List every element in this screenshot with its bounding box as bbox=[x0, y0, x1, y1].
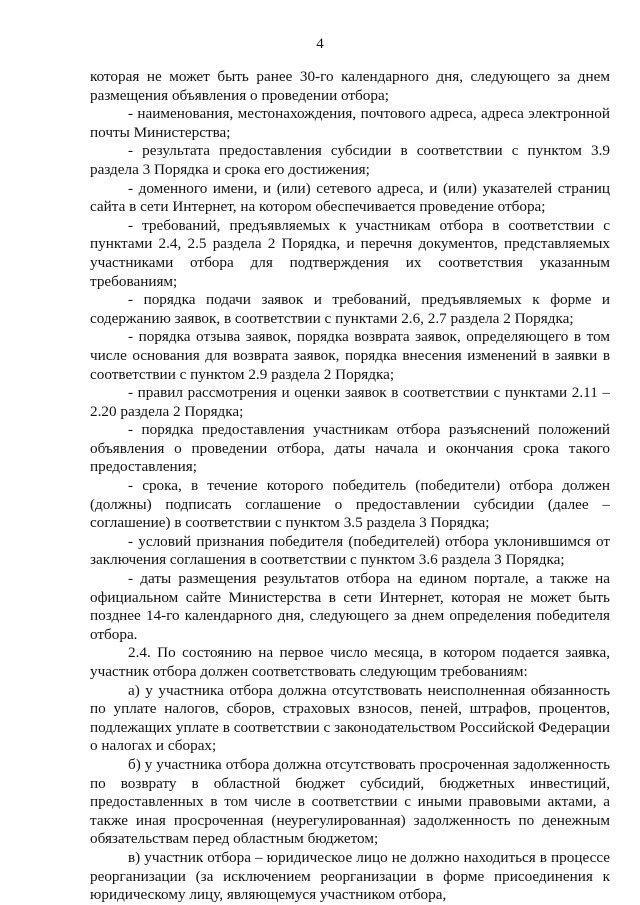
paragraph: - порядка подачи заявок и требований, предъявляемых к форме и содержанию заявок, в соответствии с пунктами 2.6, 2.7 раздела 2 Порядка; bbox=[90, 291, 610, 327]
paragraph: б) у участника отбора должна отсутствовать просроченная задолженность по возврату в областной бюджет субсидий, бюджетных инвестиций, предоставленных в том числе в соответствии с иными правовыми актами, а также иная просроченная (неурегулированная) задолженность по денежным обязательствам перед областным бюджетом; bbox=[90, 755, 610, 848]
paragraph: - условий признания победителя (победителей) отбора уклонившимся от заключения соглашения в соответствии с пунктом 3.6 раздела 3 Порядка; bbox=[90, 532, 610, 569]
paragraph: - доменного имени, и (или) сетевого адреса, и (или) указателей страниц сайта в сети Интернет, на котором обеспечивается проведение отбора; bbox=[90, 179, 610, 216]
page-number: 4 bbox=[316, 36, 324, 52]
paragraph: а) у участника отбора должна отсутствовать неисполненная обязанность по уплате налогов, сборов, страховых взносов, пеней, штрафов, процентов, подлежащих уплате в соответствии с законодательством Российской Федерации о налогах и сборах; bbox=[90, 681, 610, 755]
paragraph: - порядка отзыва заявок, порядка возврата заявок, определяющего в том числе основания для возврата заявок, порядка внесения изменений в заявки в соответствии с пунктом 2.9 раздела 2 Порядка; bbox=[90, 328, 610, 383]
paragraph: в) участник отбора – юридическое лицо не должно находиться в процессе реорганизации (за исключением реорганизации в форме присоединения к юридическому лицу, являющемуся участником отбора, bbox=[90, 848, 610, 904]
paragraph: 2.4. По состоянию на первое число месяца, в котором подается заявка, участник отбора должен соответствовать следующим требованиям: bbox=[90, 644, 610, 680]
paragraph: - порядка предоставления участникам отбора разъяснений положений объявления о проведении отбора, даты начала и окончания срока такого предоставления; bbox=[90, 421, 610, 476]
paragraph: - результата предоставления субсидии в соответствии с пунктом 3.9 раздела 3 Порядка и срока его достижения; bbox=[90, 142, 610, 178]
paragraph: - правил рассмотрения и оценки заявок в соответствии с пунктами 2.11 – 2.20 раздела 2 Порядка; bbox=[90, 384, 610, 420]
paragraph: - даты размещения результатов отбора на едином портале, а также на официальном сайте Министерства в сети Интернет, которая не может быть позднее 14-го календарного дня, следующего за днем определения победителя отбора. bbox=[90, 570, 610, 643]
paragraph: - срока, в течение которого победитель (победители) отбора должен (должны) подписать соглашение о предоставлении субсидии (далее – соглашение) в соответствии с пунктом 3.5 раздела 3 Порядка; bbox=[90, 477, 610, 532]
paragraph: которая не может быть ранее 30-го календарного дня, следующего за днем размещения объявления о проведении отбора; bbox=[90, 68, 610, 104]
paragraph: - наименования, местонахождения, почтового адреса, адреса электронной почты Министерства; bbox=[90, 105, 610, 141]
document-body bbox=[90, 68, 610, 905]
paragraph: - требований, предъявляемых к участникам отбора в соответствии с пунктами 2.4, 2.5 раздела 2 Порядка, и перечня документов, представляемых участниками отбора для подтверждения их соответствия указанным требованиям; bbox=[90, 216, 610, 290]
